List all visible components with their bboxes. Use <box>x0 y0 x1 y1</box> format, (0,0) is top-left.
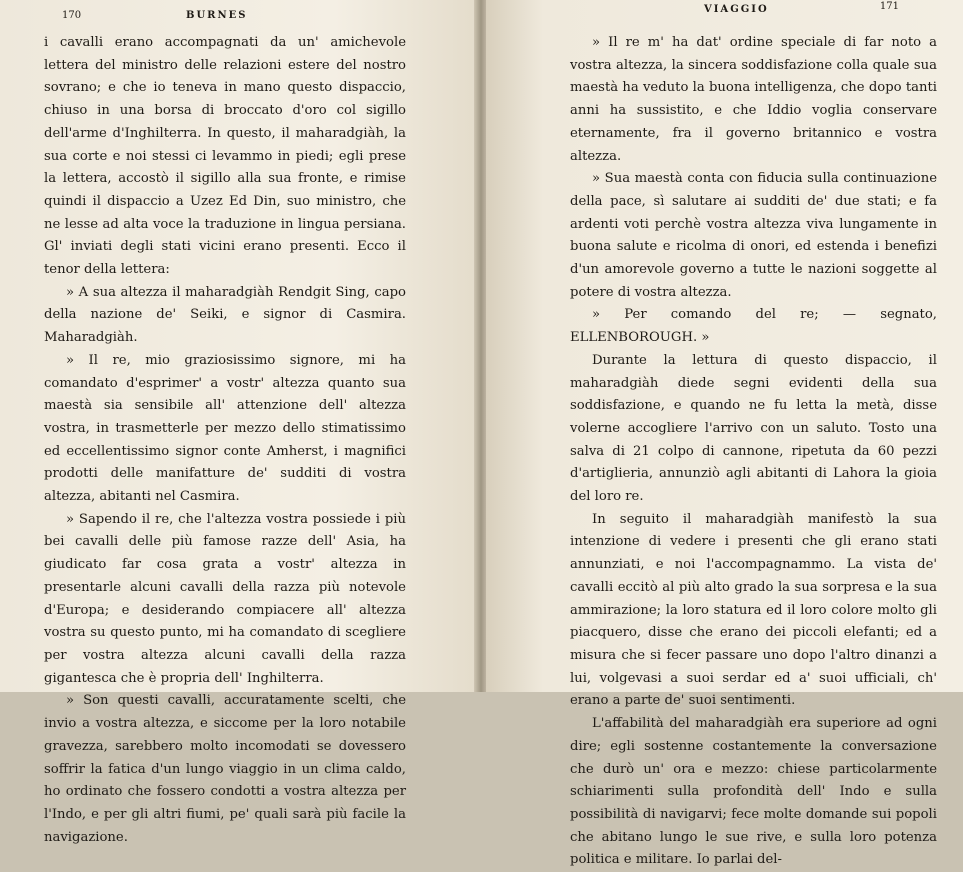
paragraph: Durante la lettura di questo dispaccio, il maharadgiàh diede segni evidenti della sua soddisfazione, e quando ne fu letta la metà, disse volerne accogliere l'arrivo con un saluto. Tosto una salva di 21 colpo di cannone, ripetuta da 60 pezzi d'artiglieria, annunziò agli abitanti di Lahora la gioia del loro re. <box>570 352 937 505</box>
paragraph: i cavalli erano accompagnati da un' amichevole lettera del ministro delle relazioni estere del nostro sovrano; e che io teneva in mano questo dispaccio, chiuso in una borsa di broccato d'oro col sigillo dell'arme d'Inghilterra. In questo, il maharadgiàh, la sua corte e noi stessi ci levammo in piedi; egli prese la lettera, accostò il sigillo alla sua fronte, e rimise quindi il dispaccio a Uzez Ed Din, suo ministro, che ne lesse ad alta voce la traduzione in lingua persiana. Gl' inviati degli stati vicini erano presenti. Ecco il tenor della lettera: <box>44 35 406 278</box>
paragraph: » Son questi cavalli, accuratamente scelti, che invio a vostra altezza, e siccome per la loro notabile gravezza, sarebbero molto incomodati se dovessero soffrir la fatica d'un lungo viaggio in un clima caldo, ho ordinato che fossero condotti a vostra altezza per l'Indo, e per gli altri fiumi, pe' quali sarà più facile la navigazione. <box>44 693 406 845</box>
left-page <box>0 0 478 845</box>
left-page-number: 170 <box>62 10 82 21</box>
left-running-head <box>44 0 418 32</box>
paragraph: » Per comando del re; — segnato, ELLENBOROUGH. » <box>570 307 937 346</box>
right-running-head <box>570 0 937 32</box>
paragraph: » Sua maestà conta con fiducia sulla continuazione della pace, sì salutare ai sudditi de' due stati; e fa ardenti voti perchè vostra altezza viva lungamente in buona salute e ricolma di onori, ed estenda i benefizi d'un amorevole governo a tutte le nazioni soggette al potere di vostra altezza. <box>570 171 937 300</box>
paragraph: » Il re, mio graziosissimo signore, mi ha comandato d'esprimer' a vostr' altezza quanto sua maestà sia sensibile all' attenzione dell' altezza vostra, in trasmetterle per mezzo dello stimatissimo ed eccellentissimo signor conte Amherst, i magnifici prodotti delle manifatture de' sudditi di vostra altezza, abitanti nel Casmira. <box>44 352 406 505</box>
right-page-number: 171 <box>879 1 899 12</box>
paragraph: » Il re m' ha dat' ordine speciale di far noto a vostra altezza, la sincera soddisfazione colla quale sua maestà ha veduto la buona intelligenza, che dopo tanti anni ha sussistito, e che Iddio voglia conservare eternamente, fra il governo britannico e vostra altezza. <box>570 35 937 164</box>
left-running-title: BURNES <box>186 10 248 21</box>
paragraph: » A sua altezza il maharadgiàh Rendgit Sing, capo della nazione de' Seiki, e signor di Casmira. Maharadgiàh. <box>44 284 406 346</box>
paragraph: In seguito il maharadgiàh manifestò la sua intenzione di vedere i presenti che gli erano stati annunziati, e noi l'accompagnammo. La vista de' cavalli eccitò al più alto grado la sua sorpresa e la sua ammirazione; la loro statura ed il loro colore molto gli piacquero, disse che erano dei piccoli elefanti; ed a misura che si fecer passare uno dopo l'altro dinanzi a lui, volgevasi a suoi serdar ed a' suoi ufficiali, ch' erano a parte de' suoi sentimenti. <box>570 511 937 709</box>
paragraph: » Sapendo il re, che l'altezza vostra possiede i più bei cavalli delle più famose razze dell' Asia, ha giudicato far cosa grata a vostr' altezza in presentarle alcuni cavalli della razza più notevole d'Europa; e desiderando compiacere all' altezza vostra su questo punto, mi ha comandato di scegliere per vostra altezza alcuni cavalli della razza gigantesca che è propria dell' Inghilterra. <box>44 511 406 686</box>
paragraph: L'affabilità del maharadgiàh era superiore ad ogni dire; egli sostenne costantemente la conversazione che durò un' ora e mezzo: chiese particolarmente schiarimenti sulla profondità dell' Indo e sulla possibilità di navigarvi; fece molte domande sui popoli che abitano lungo le sue rive, e sulla loro potenza politica e militare. Io parlai del- <box>570 716 937 868</box>
right-page-text <box>570 32 937 872</box>
right-running-title: VIAGGIO <box>704 4 769 15</box>
left-page-text <box>44 32 406 849</box>
right-page <box>486 0 963 868</box>
